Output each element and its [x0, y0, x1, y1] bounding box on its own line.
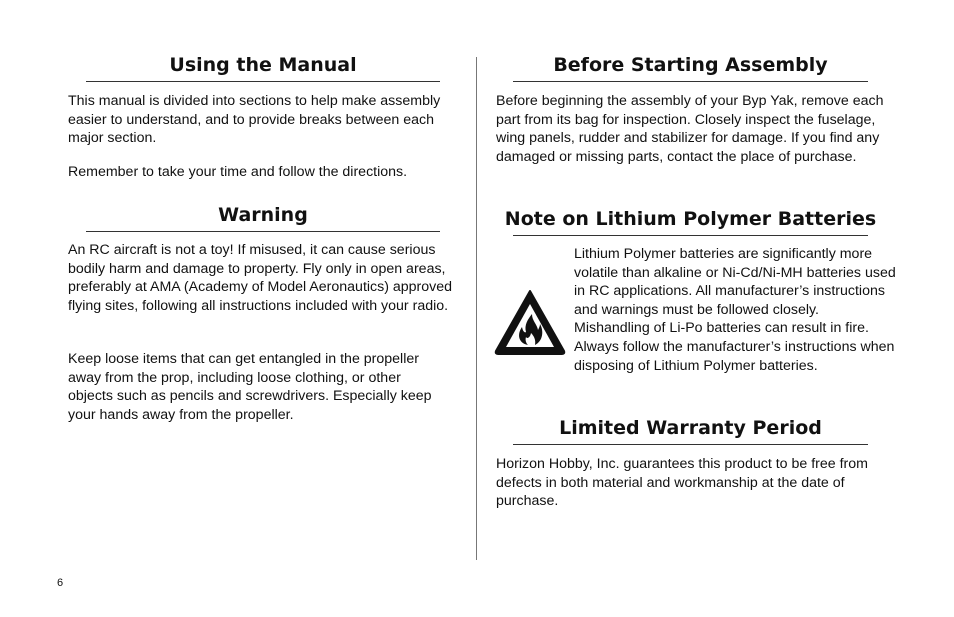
heading-underline [513, 235, 868, 236]
heading-limited-warranty-period: Limited Warranty Period [559, 417, 822, 439]
heading-underline [86, 231, 440, 232]
paragraph-lithium-polymer-note: Lithium Polymer batteries are significantly more volatile than alkaline or Ni-Cd/Ni-MH batteries used in RC applications. All manufacturer’s instructions and warnings must be followed closely. Mishandling of Li-Po batteries can result in fire. Always follow the manufacturer’s instructions when disposing of Lithium Polymer batteries. [574, 246, 896, 374]
heading-using-the-manual: Using the Manual [169, 54, 357, 76]
paragraph-using-manual-reminder: Remember to take your time and follow the directions. [68, 164, 408, 180]
heading-underline [513, 444, 868, 445]
heading-underline [86, 81, 440, 82]
paragraph-warning-toy: An RC aircraft is not a toy! If misused, it can cause serious bodily harm and damage to property. Fly only in open areas, preferably at AMA (Academy of Model Aeronautics) approved flying sites, following all instructions included with your radio. [68, 242, 453, 314]
heading-before-starting-assembly: Before Starting Assembly [553, 54, 828, 76]
page-number: 6 [57, 577, 64, 589]
paragraph-using-manual-intro: This manual is divided into sections to help make assembly easier to understand, and to provide breaks between each major section. [68, 93, 441, 147]
heading-lithium-polymer-batteries: Note on Lithium Polymer Batteries [504, 208, 877, 230]
heading-underline [513, 81, 868, 82]
column-divider [476, 57, 477, 560]
paragraph-before-assembly: Before beginning the assembly of your Byp Yak, remove each part from its bag for inspection. Closely inspect the fuselage, wing panels, rudder and stabilizer for damage. If you find any damaged or missing parts, contact the place of purchase. [496, 93, 884, 165]
heading-warning: Warning [218, 204, 308, 226]
paragraph-limited-warranty: Horizon Hobby, Inc. guarantees this product to be free from defects in both material and workmanship at the date of purchase. [496, 456, 868, 510]
paragraph-warning-propeller: Keep loose items that can get entangled in the propeller away from the prop, including loose clothing, or other objects such as pencils and screwdrivers. Especially keep your hands away from the propeller. [68, 351, 432, 423]
flammable-warning-icon [493, 288, 567, 356]
